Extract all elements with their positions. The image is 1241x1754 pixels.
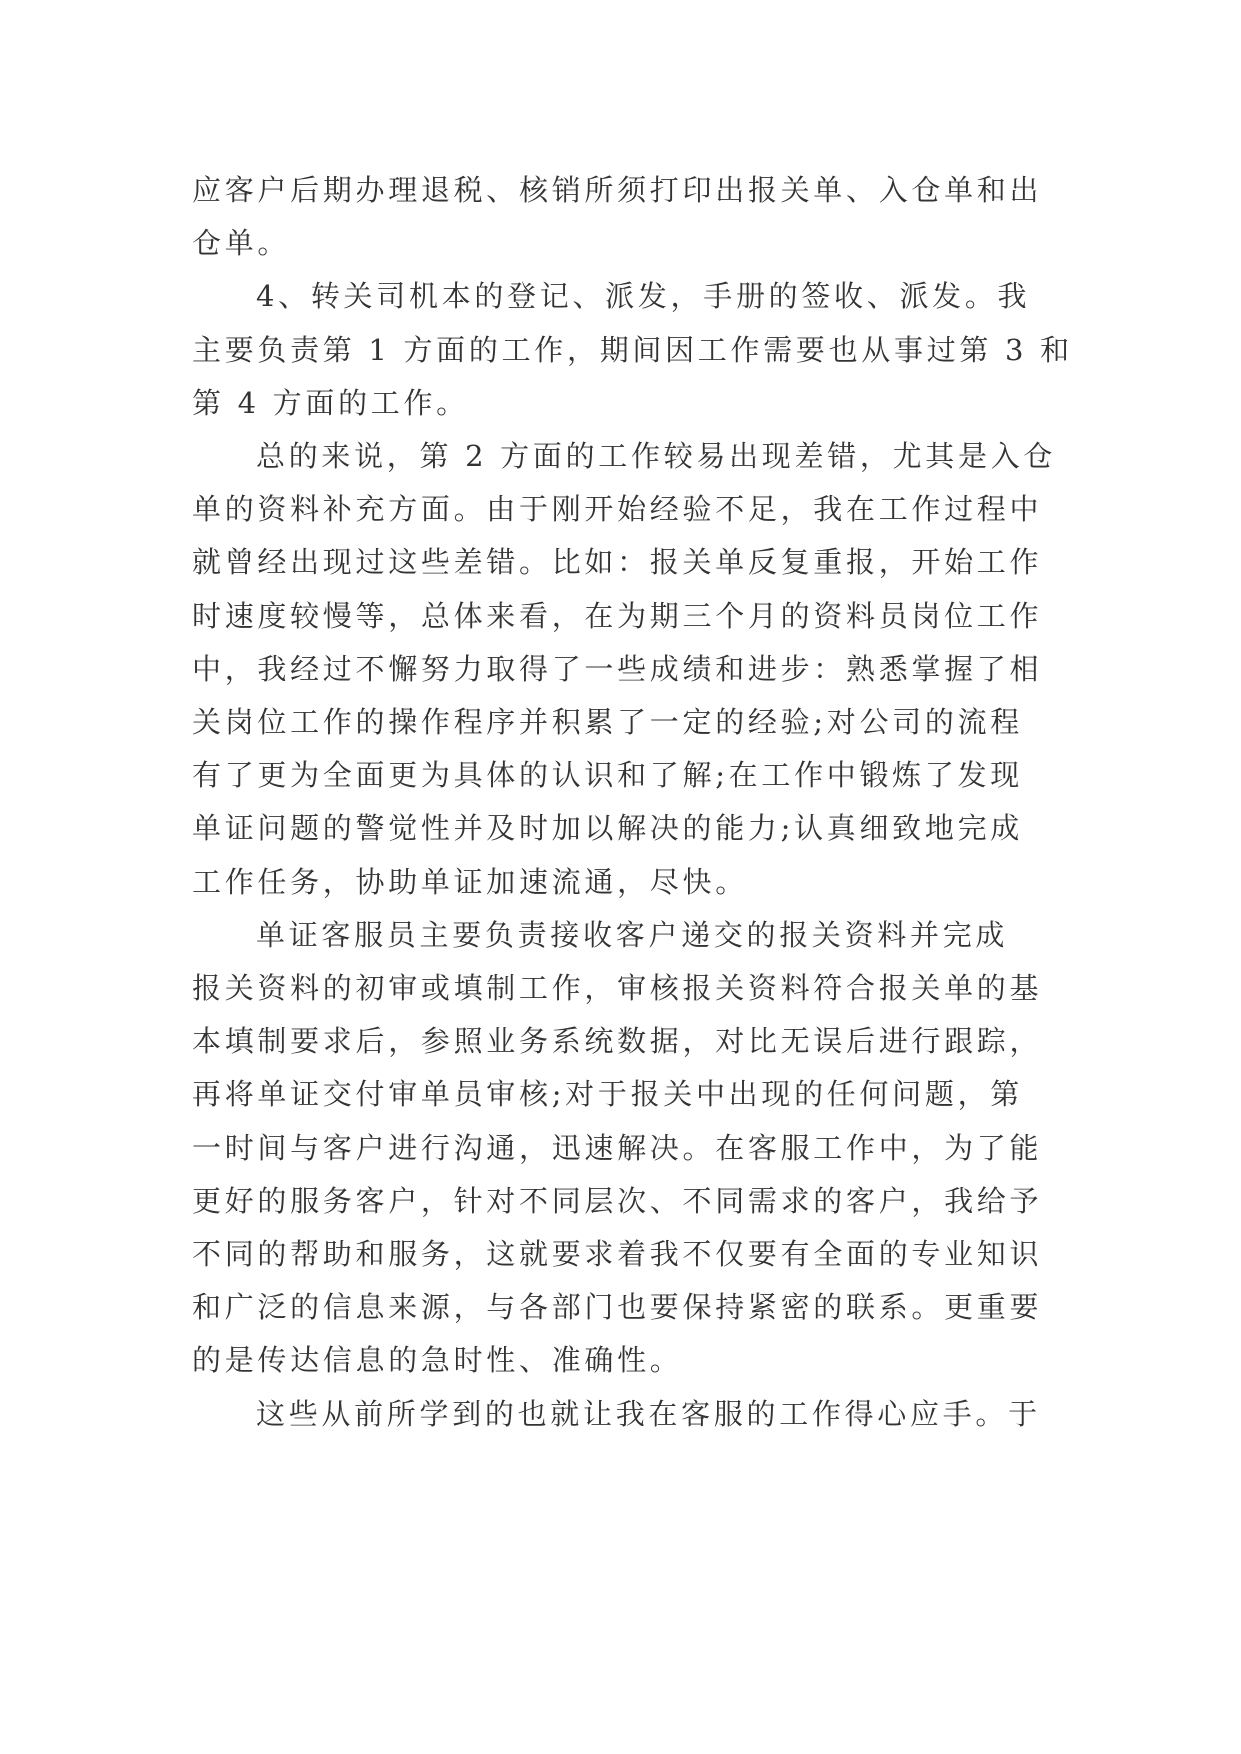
text-line: 更好的服务客户，针对不同层次、不同需求的客户，我给予 <box>192 1184 1043 1218</box>
text-line: 本填制要求后，参照业务系统数据，对比无误后进行跟踪， <box>192 1024 1043 1058</box>
text-line: 中，我经过不懈努力取得了一些成绩和进步：熟悉掌握了相 <box>192 652 1043 686</box>
text-line: 的是传达信息的急时性、准确性。 <box>192 1343 683 1377</box>
text-line: 关岗位工作的操作程序并积累了一定的经验;对公司的流程 <box>192 705 1023 739</box>
text-line: 就曾经出现过这些差错。比如：报关单反复重报，开始工作 <box>192 545 1043 579</box>
text-line: 仓单。 <box>192 226 291 260</box>
text-line: 单证客服员主要负责接收客户递交的报关资料并完成 <box>256 918 1009 952</box>
text-line: 单的资料补充方面。由于刚开始经验不足，我在工作过程中 <box>192 492 1043 526</box>
text-line: 单证问题的警觉性并及时加以解决的能力;认真细致地完成 <box>192 811 1023 845</box>
text-line: 报关资料的初审或填制工作，审核报关资料符合报关单的基 <box>192 971 1043 1005</box>
text-line: 4、转关司机本的登记、派发，手册的签收、派发。我 <box>256 279 1031 313</box>
text-line: 时速度较慢等，总体来看，在为期三个月的资料员岗位工作 <box>192 599 1043 633</box>
text-line: 应客户后期办理退税、核销所须打印出报关单、入仓单和出 <box>192 173 1043 207</box>
text-line: 和广泛的信息来源，与各部门也要保持紧密的联系。更重要 <box>192 1290 1043 1324</box>
text-line: 主要负责第 1 方面的工作，期间因工作需要也从事过第 3 和 <box>192 333 1073 367</box>
text-line: 第 4 方面的工作。 <box>192 386 469 420</box>
text-line: 工作任务，协助单证加速流通，尽快。 <box>192 865 748 899</box>
text-line: 再将单证交付审单员审核;对于报关中出现的任何问题，第 <box>192 1077 1023 1111</box>
text-line: 总的来说，第 2 方面的工作较易出现差错，尤其是入仓 <box>256 439 1057 473</box>
text-line: 有了更为全面更为具体的认识和了解;在工作中锻炼了发现 <box>192 758 1023 792</box>
text-line: 不同的帮助和服务，这就要求着我不仅要有全面的专业知识 <box>192 1237 1043 1271</box>
text-line: 一时间与客户进行沟通，迅速解决。在客服工作中，为了能 <box>192 1131 1043 1165</box>
text-line: 这些从前所学到的也就让我在客服的工作得心应手。于 <box>256 1397 1041 1431</box>
